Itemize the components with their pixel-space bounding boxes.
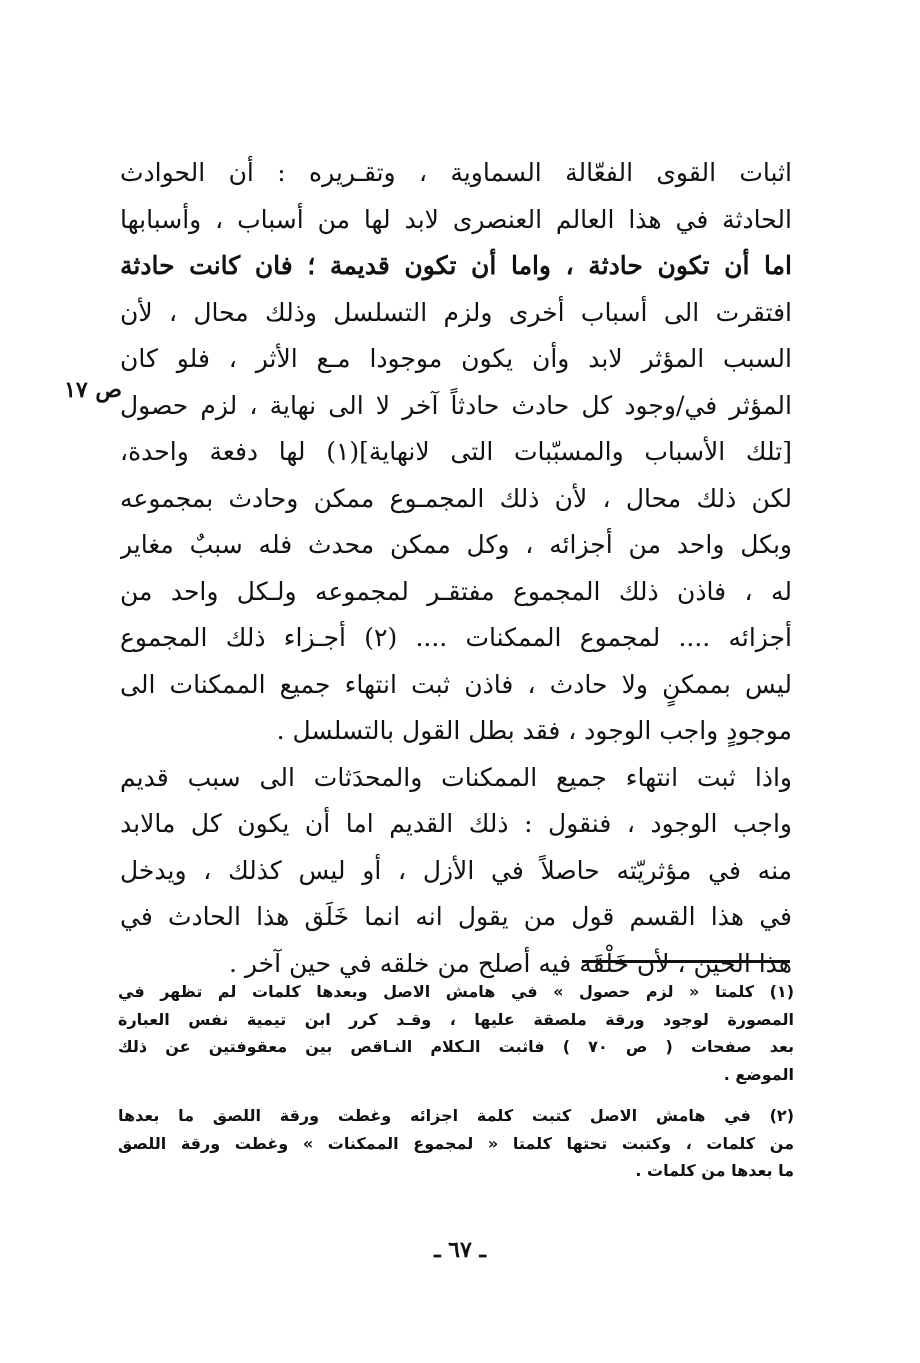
text-line: ليس بممكنٍ ولا حادث ، فاذن ثبت انتهاء جميع الممكنات الى — [120, 669, 792, 699]
text-line: [تلك الأسباب والمسبّبات التى لانهاية](١) لها دفعة واحدة، — [120, 437, 792, 466]
text-line: افتقرت الى أسباب أخرى ولزم التسلسل وذلك محال ، لأن — [120, 297, 792, 327]
text-line: موجودٍ واجب الوجود ، فقد بطل القول بالتسلسل . — [276, 716, 792, 745]
footnote-line: من كلمات ، وكتبت تحتها كلمتا « لمجموع الممكنات » وغطت ورقة اللصق — [118, 1133, 794, 1153]
text-line: اثبات القوى الفعّالة السماوية ، وتقـريره : أن الحوادث — [120, 158, 792, 187]
footnote-line: (٢) في هامش الاصل كتبت كلمة اجزائه وغطت ورقة اللصق ما بعدها — [118, 1106, 794, 1125]
footnotes — [118, 978, 794, 1185]
text-line: واذا ثبت انتهاء جميع الممكنات والمحدَثات الى سبب قديم — [120, 762, 792, 792]
text-line: في هذا القسم قول من يقول انه انما خَلَق هذا الحادث في — [120, 902, 792, 931]
text-line: واجب الوجود ، فنقول : ذلك القديم اما أن يكون كل مالابد — [120, 809, 792, 838]
footnote-2 — [118, 1102, 794, 1185]
footnote-line: (١) كلمتا « لزم حصول » في هامش الاصل وبعدها كلمات لم تظهر في — [118, 982, 794, 1001]
text-line: منه في مؤثريّته حاصلاً في الأزل ، أو ليس كذلك ، ويدخل — [120, 855, 792, 885]
text-line: أجزائه .... لمجموع الممكنات .... (٢) أجـزاء ذلك المجموع — [120, 623, 792, 652]
margin-page-reference: ص ١٧ — [64, 377, 122, 403]
footnote-line: ما بعدها من كلمات . — [635, 1161, 794, 1180]
text-line: له ، فاذن ذلك المجموع مفتقـر لمجموعه ولـكل واحد من — [120, 576, 792, 606]
main-text — [120, 150, 792, 987]
text-line: اما أن تكون حادثة ، واما أن تكون قديمة ؛ فان كانت حادثة — [120, 251, 792, 280]
footnote-gap — [118, 1088, 794, 1102]
footnote-separator — [582, 960, 790, 963]
footnote-1 — [118, 978, 794, 1088]
page-number: ـ ٦٧ ـ — [434, 1237, 486, 1263]
text-line: وبكل واحد من أجزائه ، وكل ممكن محدث فله سببٌ مغاير — [120, 530, 792, 559]
text-line: السبب المؤثر لابد وأن يكون موجودا مـع الأثر ، فلو كان — [120, 344, 792, 373]
text-line: الحادثة في هذا العالم العنصرى لابد لها من أسباب ، وأسبابها — [120, 204, 792, 234]
footnote-line: الموضع . — [723, 1064, 794, 1084]
footnote-line: بعد صفحات ( ص ٧٠ ) فاثبت الـكلام النـاقص بين معقوفتين عن ذلك — [118, 1037, 794, 1056]
text-line: لكن ذلك محال ، لأن ذلك المجمـوع ممكن وحادث بمجموعه — [120, 483, 792, 513]
text-line: هذا الحين ، لأن خَلْقَه فيه أصلح من خلقه في حين آخر . — [228, 948, 792, 978]
footnote-line: المصورة لوجود ورقة ملصقة عليها ، وقـد كرر ابن تيمية نفس العبارة — [118, 1009, 794, 1029]
text-line: المؤثر في/وجود كل حادث حادثاً آخر لا الى نهاية ، لزم حصول — [120, 390, 792, 420]
